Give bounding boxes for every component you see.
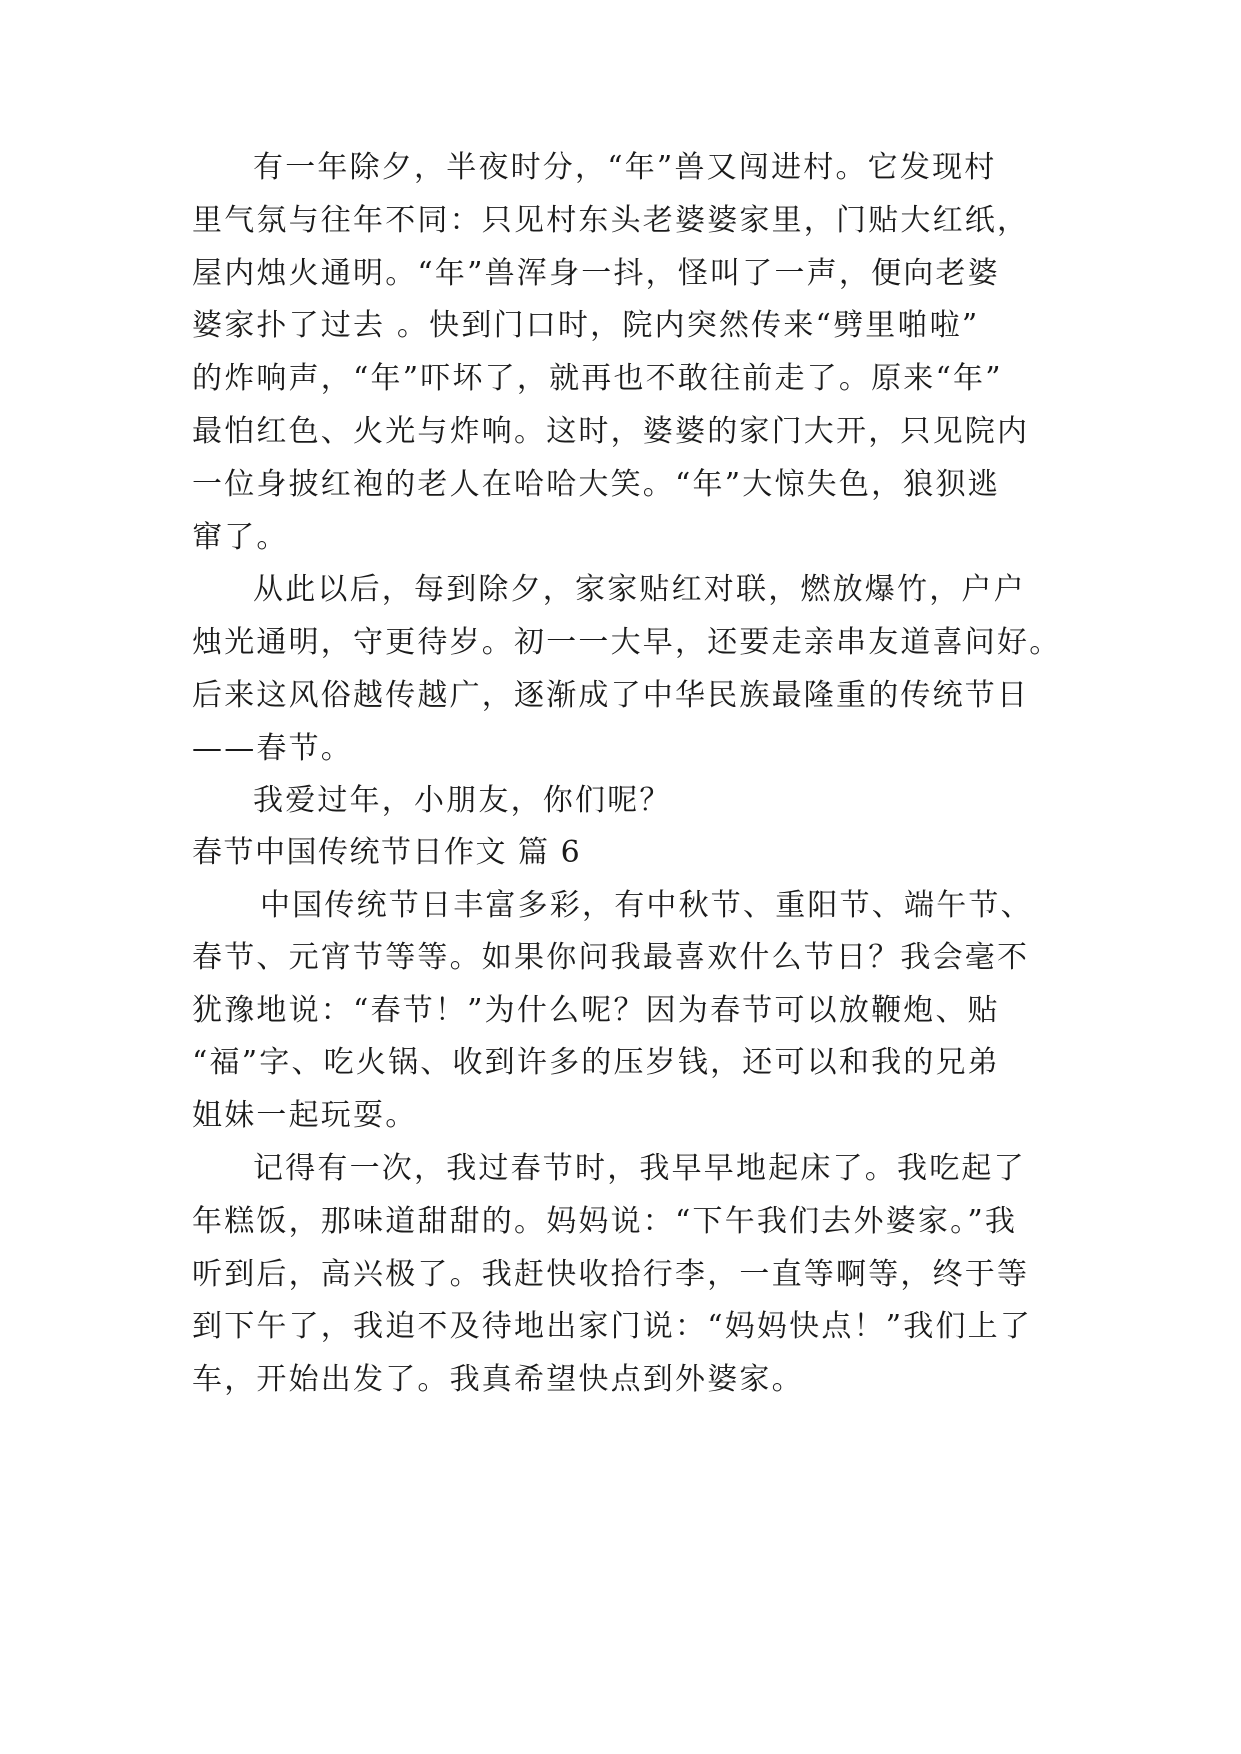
paragraph-line: 中国传统节日丰富多彩，有中秋节、重阳节、端午节、 (260, 888, 1033, 923)
paragraph-line: 春节、元宵节等等。如果你问我最喜欢什么节日？我会毫不 (192, 940, 1030, 975)
paragraph-line: 里气氛与往年不同：只见村东头老婆婆家里，门贴大红纸， (192, 203, 1030, 238)
paragraph-line: 有一年除夕，半夜时分，“年”兽又闯进村。它发现村 (253, 150, 997, 185)
paragraph-line: 最怕红色、火光与炸响。这时，婆婆的家门大开，只见院内 (192, 414, 1030, 449)
paragraph-line: “福”字、吃火锅、收到许多的压岁钱，还可以和我的兄弟 (192, 1045, 1000, 1080)
paragraph-line: 到下午了，我迫不及待地出家门说：“妈妈快点！”我们上了 (192, 1309, 1033, 1344)
paragraph-line: 姐妹一起玩耍。 (192, 1098, 418, 1133)
paragraph-line: 烛光通明，守更待岁。初一一大早，还要走亲串友道喜问好。 (192, 625, 1062, 660)
paragraph-line: 犹豫地说：“春节！”为什么呢？因为春节可以放鞭炮、贴 (192, 993, 1000, 1028)
paragraph-line: 记得有一次，我过春节时，我早早地起床了。我吃起了 (253, 1151, 1026, 1186)
paragraph-line: 听到后，高兴极了。我赶快收拾行李，一直等啊等，终于等 (192, 1257, 1030, 1292)
paragraph-line: 窜了。 (192, 520, 289, 555)
paragraph-line: 车，开始出发了。我真希望快点到外婆家。 (192, 1362, 804, 1397)
paragraph-line: 年糕饭，那味道甜甜的。妈妈说：“下午我们去外婆家。”我 (192, 1204, 1018, 1239)
paragraph-line: 的炸响声，“年”吓坏了，就再也不敢往前走了。原来“年” (192, 361, 1003, 396)
paragraph-line: 我爱过年，小朋友，你们呢？ (253, 783, 672, 818)
paragraph-line: 屋内烛火通明。“年”兽浑身一抖，怪叫了一声，便向老婆 (192, 256, 1000, 291)
paragraph-line: 后来这风俗越传越广，逐渐成了中华民族最隆重的传统节日 (192, 678, 1030, 713)
paragraph-line: 婆家扑了过去 。快到门口时，院内突然传来“劈里啪啦” (192, 308, 980, 343)
paragraph-line: 从此以后，每到除夕，家家贴红对联，燃放爆竹，户户 (253, 572, 1026, 607)
section-heading: 春节中国传统节日作文 篇 6 (192, 835, 582, 870)
paragraph-line: 一位身披红袍的老人在哈哈大笑。“年”大惊失色，狼狈逃 (192, 467, 1000, 502)
paragraph-line: ——春节。 (192, 731, 353, 766)
